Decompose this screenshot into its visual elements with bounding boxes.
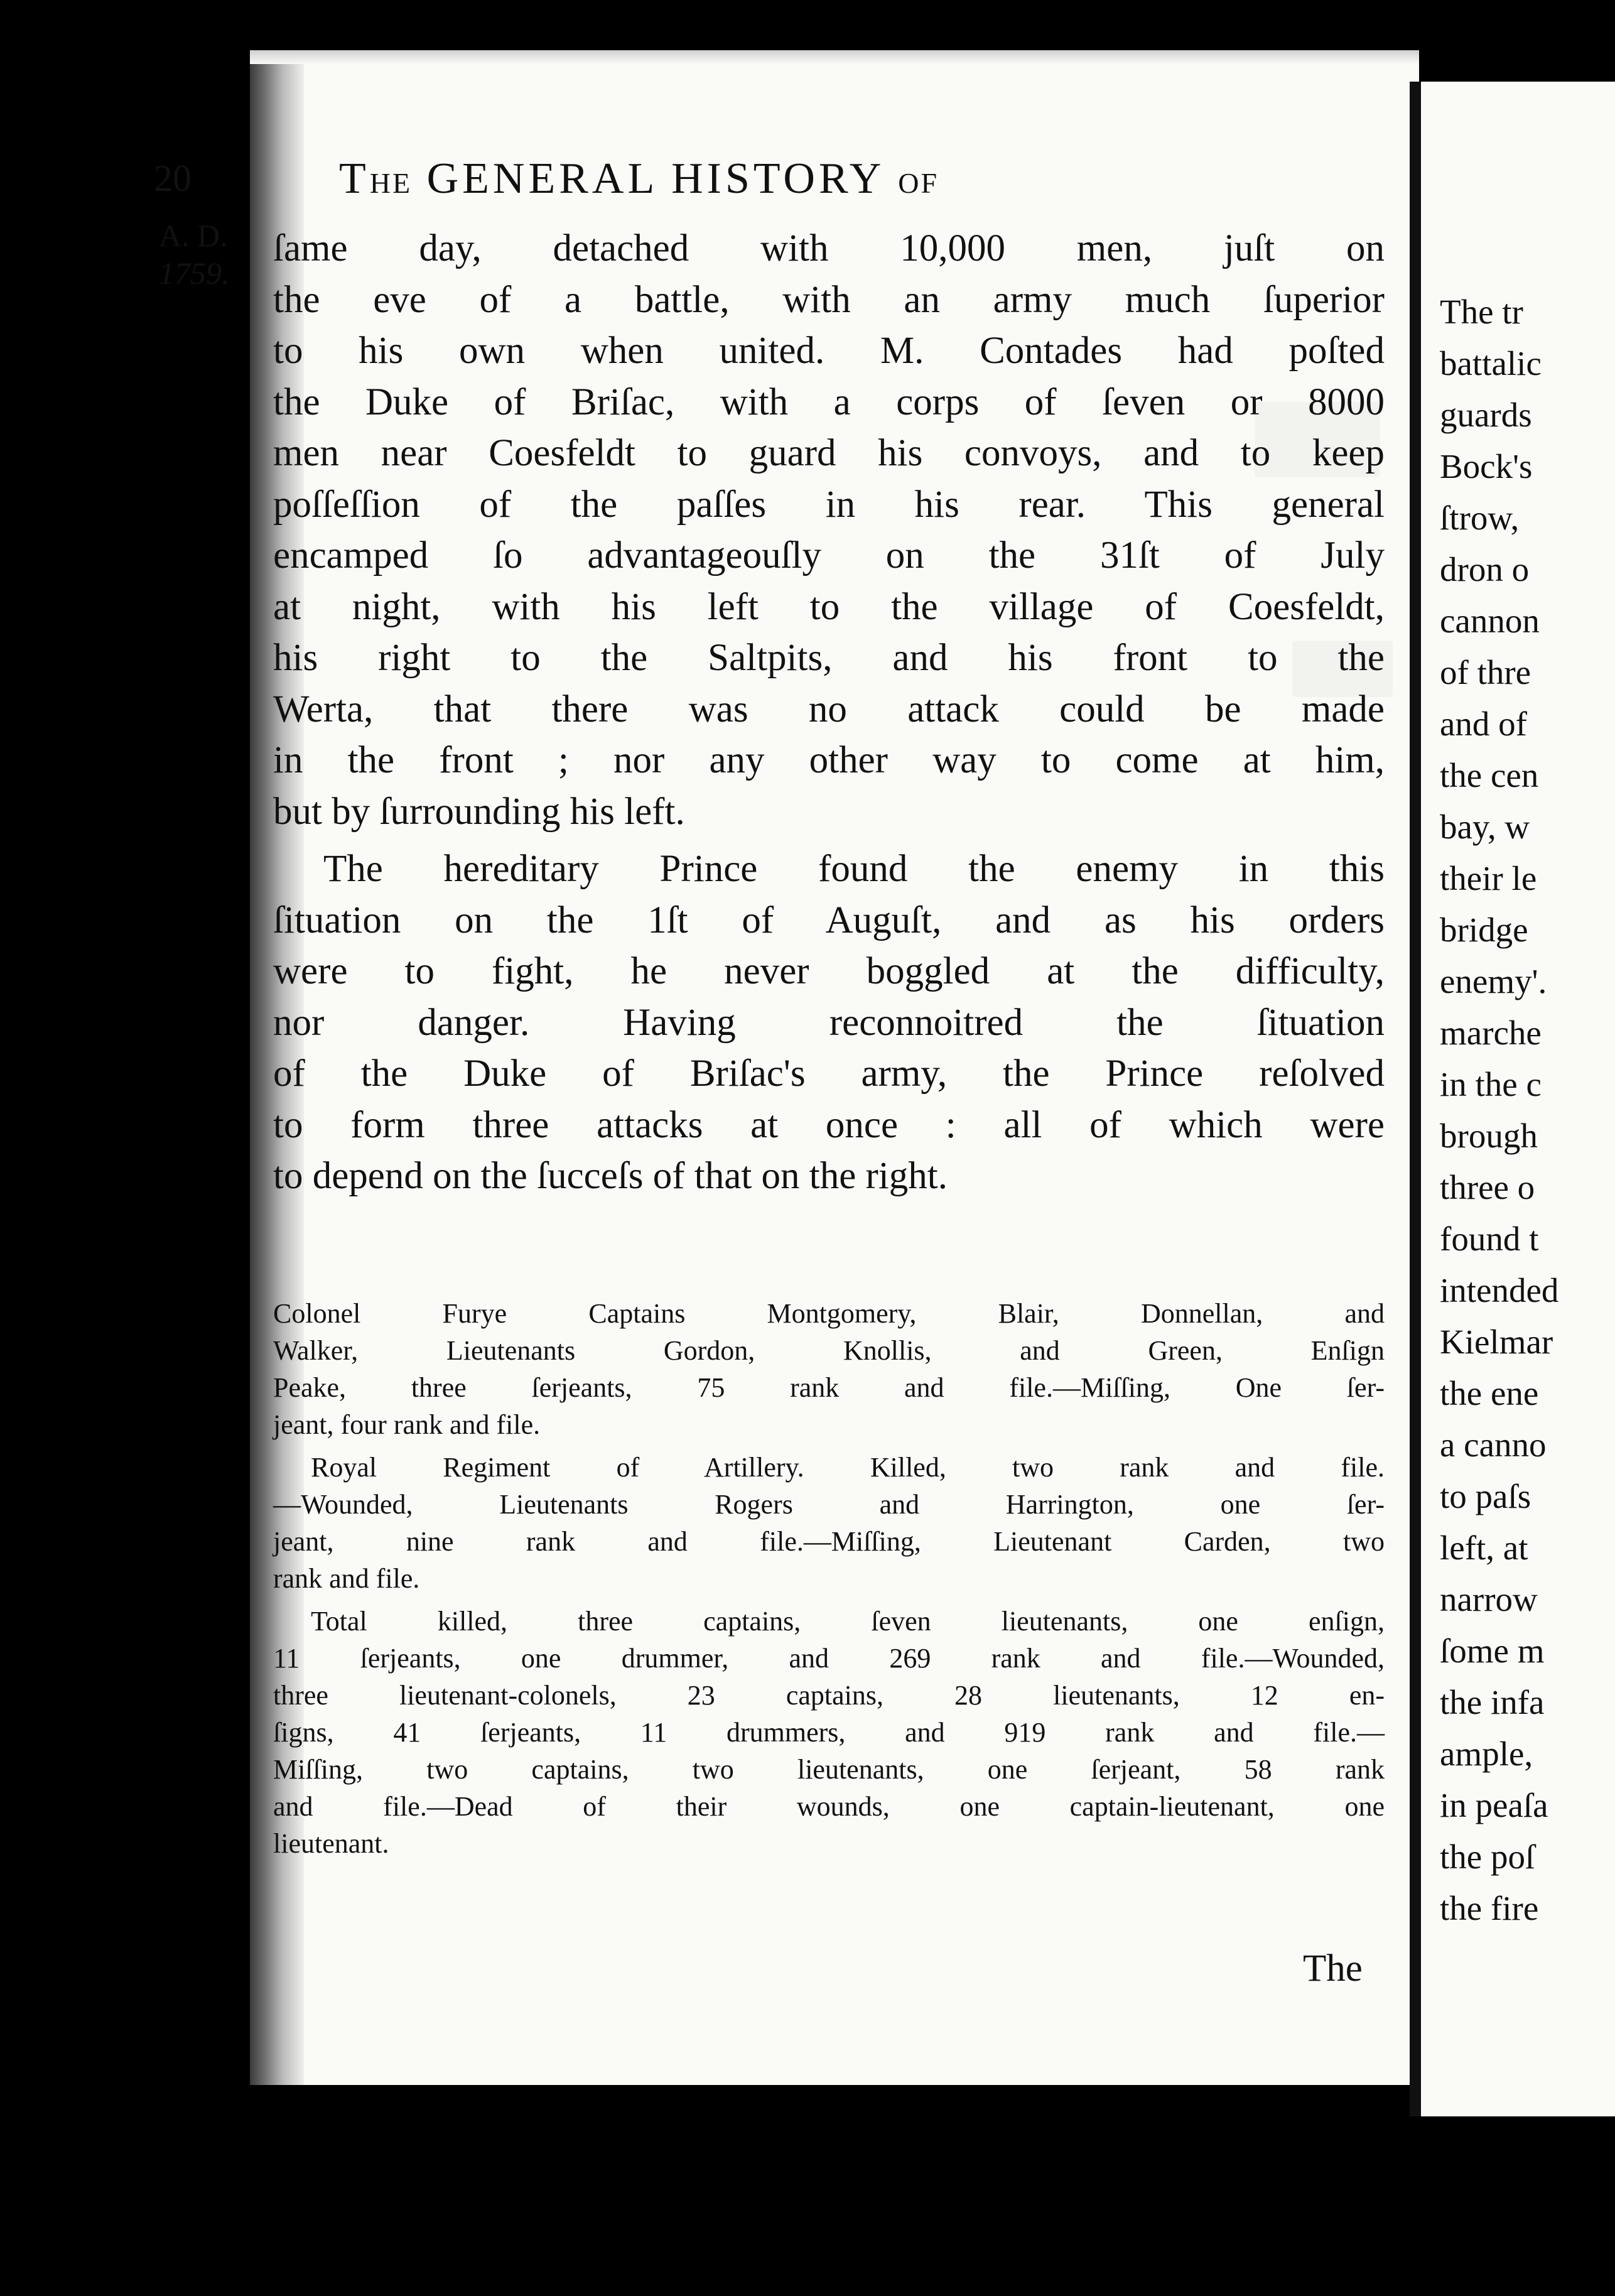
facing-page-line: dron o (1440, 550, 1530, 588)
text-line: ſituation on the 1ſt of Auguſt, and as his orders (273, 899, 1385, 941)
facing-page-line: bay, w (1440, 808, 1530, 846)
text-line: to his own when united. M. Contades had poſted (273, 330, 1385, 372)
facing-page-line: Bock's (1440, 447, 1533, 485)
text-line: encamped ſo advantageouſly on the 31ſt of July (273, 534, 1385, 577)
facing-page-line: ſtrow, (1440, 499, 1520, 537)
catchword: The (1303, 1947, 1363, 1990)
text-line: jeant, nine rank and file.—Miſſing, Lieutenant Carden, two (273, 1526, 1385, 1557)
text-line: at night, with his left to the village of Coesfeldt, (273, 585, 1385, 628)
margin-year-label: A. D. (159, 218, 228, 253)
text-line: nor danger. Having reconnoitred the ſituation (273, 1001, 1385, 1044)
text-line: were to fight, he never boggled at the difficulty, (273, 950, 1385, 992)
text-line: three lieutenant-colonels, 23 captains, 28 lieutenants, 12 en- (273, 1680, 1385, 1711)
body-text (273, 223, 1385, 1202)
text-line: in the front ; nor any other way to come at him, (273, 739, 1385, 781)
text-line: jeant, four rank and file. (273, 1409, 541, 1440)
facing-page-line: the cen (1440, 756, 1539, 794)
facing-page-line: bridge (1440, 911, 1528, 949)
footnote-3 (273, 1603, 1385, 1862)
text-line: Royal Regiment of Artillery. Killed, two rank and file. (311, 1452, 1385, 1483)
facing-page-line: the ene (1440, 1374, 1539, 1412)
facing-page-line: left, at (1440, 1529, 1528, 1567)
footnote-1 (273, 1295, 1385, 1443)
paragraph-1 (273, 223, 1385, 837)
facing-page-line: the fire (1440, 1889, 1539, 1927)
facing-page-line: The tr (1440, 293, 1523, 331)
footnotes (273, 1295, 1385, 1868)
text-line: of the Duke of Briſac's army, the Prince reſolved (273, 1053, 1385, 1095)
text-line: The hereditary Prince found the enemy in this (323, 848, 1385, 890)
text-line: the eve of a battle, with an army much ſuperior (273, 278, 1385, 321)
facing-page-line: cannon (1440, 602, 1540, 640)
facing-page-line: brough (1440, 1117, 1538, 1155)
facing-page-line: intended (1440, 1271, 1559, 1309)
footnote-2 (273, 1449, 1385, 1597)
facing-page-line: of thre (1440, 653, 1531, 691)
text-line: to depend on the ſucceſs of that on the right. (273, 1155, 948, 1197)
facing-page-line: ample, (1440, 1735, 1533, 1773)
facing-page-line: and of (1440, 705, 1527, 743)
facing-page-line: battalic (1440, 344, 1542, 382)
facing-page-line: to paſs (1440, 1477, 1531, 1515)
text-line: Colonel Furye Captains Montgomery, Blair, Donnellan, and (273, 1298, 1385, 1329)
margin-date (159, 217, 230, 292)
facing-page-line: their le (1440, 859, 1537, 897)
facing-page-line: three o (1440, 1168, 1535, 1206)
text-line: men near Coesfeldt to guard his convoys, and to keep (273, 432, 1385, 474)
text-line: his right to the Saltpits, and his front to the (273, 637, 1385, 679)
page-number: 20 (154, 158, 192, 199)
paragraph-2 (273, 843, 1385, 1202)
text-line: rank and file. (273, 1563, 420, 1594)
margin-year: 1759. (159, 256, 230, 291)
facing-page-line: ſome m (1440, 1632, 1545, 1670)
text-line: Total killed, three captains, ſeven lieutenants, one enſign, (311, 1606, 1385, 1637)
facing-page-line: a canno (1440, 1426, 1547, 1464)
facing-page (1410, 82, 1615, 2116)
facing-page-line: the poſ (1440, 1838, 1535, 1876)
text-line: Werta, that there was no attack could be made (273, 688, 1385, 730)
facing-page-line: in the c (1440, 1065, 1542, 1103)
text-line: to form three attacks at once : all of which were (273, 1103, 1385, 1146)
facing-page-line: found t (1440, 1220, 1539, 1258)
facing-page-line: Kielmar (1440, 1323, 1553, 1361)
text-line: the Duke of Briſac, with a corps of ſeven or 8000 (273, 381, 1385, 423)
text-line: —Wounded, Lieutenants Rogers and Harrington, one ſer- (273, 1489, 1385, 1520)
facing-page-line: narrow (1440, 1580, 1538, 1618)
facing-page-line: the infa (1440, 1683, 1545, 1721)
running-title: THE GENERAL HISTORY OF (339, 154, 939, 203)
text-line: ſame day, detached with 10,000 men, juſt on (273, 227, 1385, 269)
text-line: Walker, Lieutenants Gordon, Knollis, and Green, Enſign (273, 1335, 1385, 1366)
text-line: Peake, three ſerjeants, 75 rank and file.—Miſſing, One ſer- (273, 1372, 1385, 1403)
text-line: ſigns, 41 ſerjeants, 11 drummers, and 919 rank and file.— (273, 1717, 1385, 1748)
text-line: 11 ſerjeants, one drummer, and 269 rank and file.—Wounded, (273, 1643, 1385, 1674)
text-line: poſſeſſion of the paſſes in his rear. This general (273, 483, 1385, 526)
text-line: and file.—Dead of their wounds, one captain-lieutenant, one (273, 1791, 1385, 1822)
text-line: Miſſing, two captains, two lieutenants, one ſerjeant, 58 rank (273, 1754, 1385, 1785)
facing-page-line: in peaſa (1440, 1786, 1548, 1824)
facing-page-line: guards (1440, 396, 1532, 434)
text-line: lieutenant. (273, 1828, 389, 1859)
top-edge-shadow (250, 50, 1419, 64)
text-line: but by ſurrounding his left. (273, 790, 685, 833)
facing-page-line: enemy'. (1440, 962, 1547, 1000)
facing-page-line: marche (1440, 1014, 1542, 1052)
